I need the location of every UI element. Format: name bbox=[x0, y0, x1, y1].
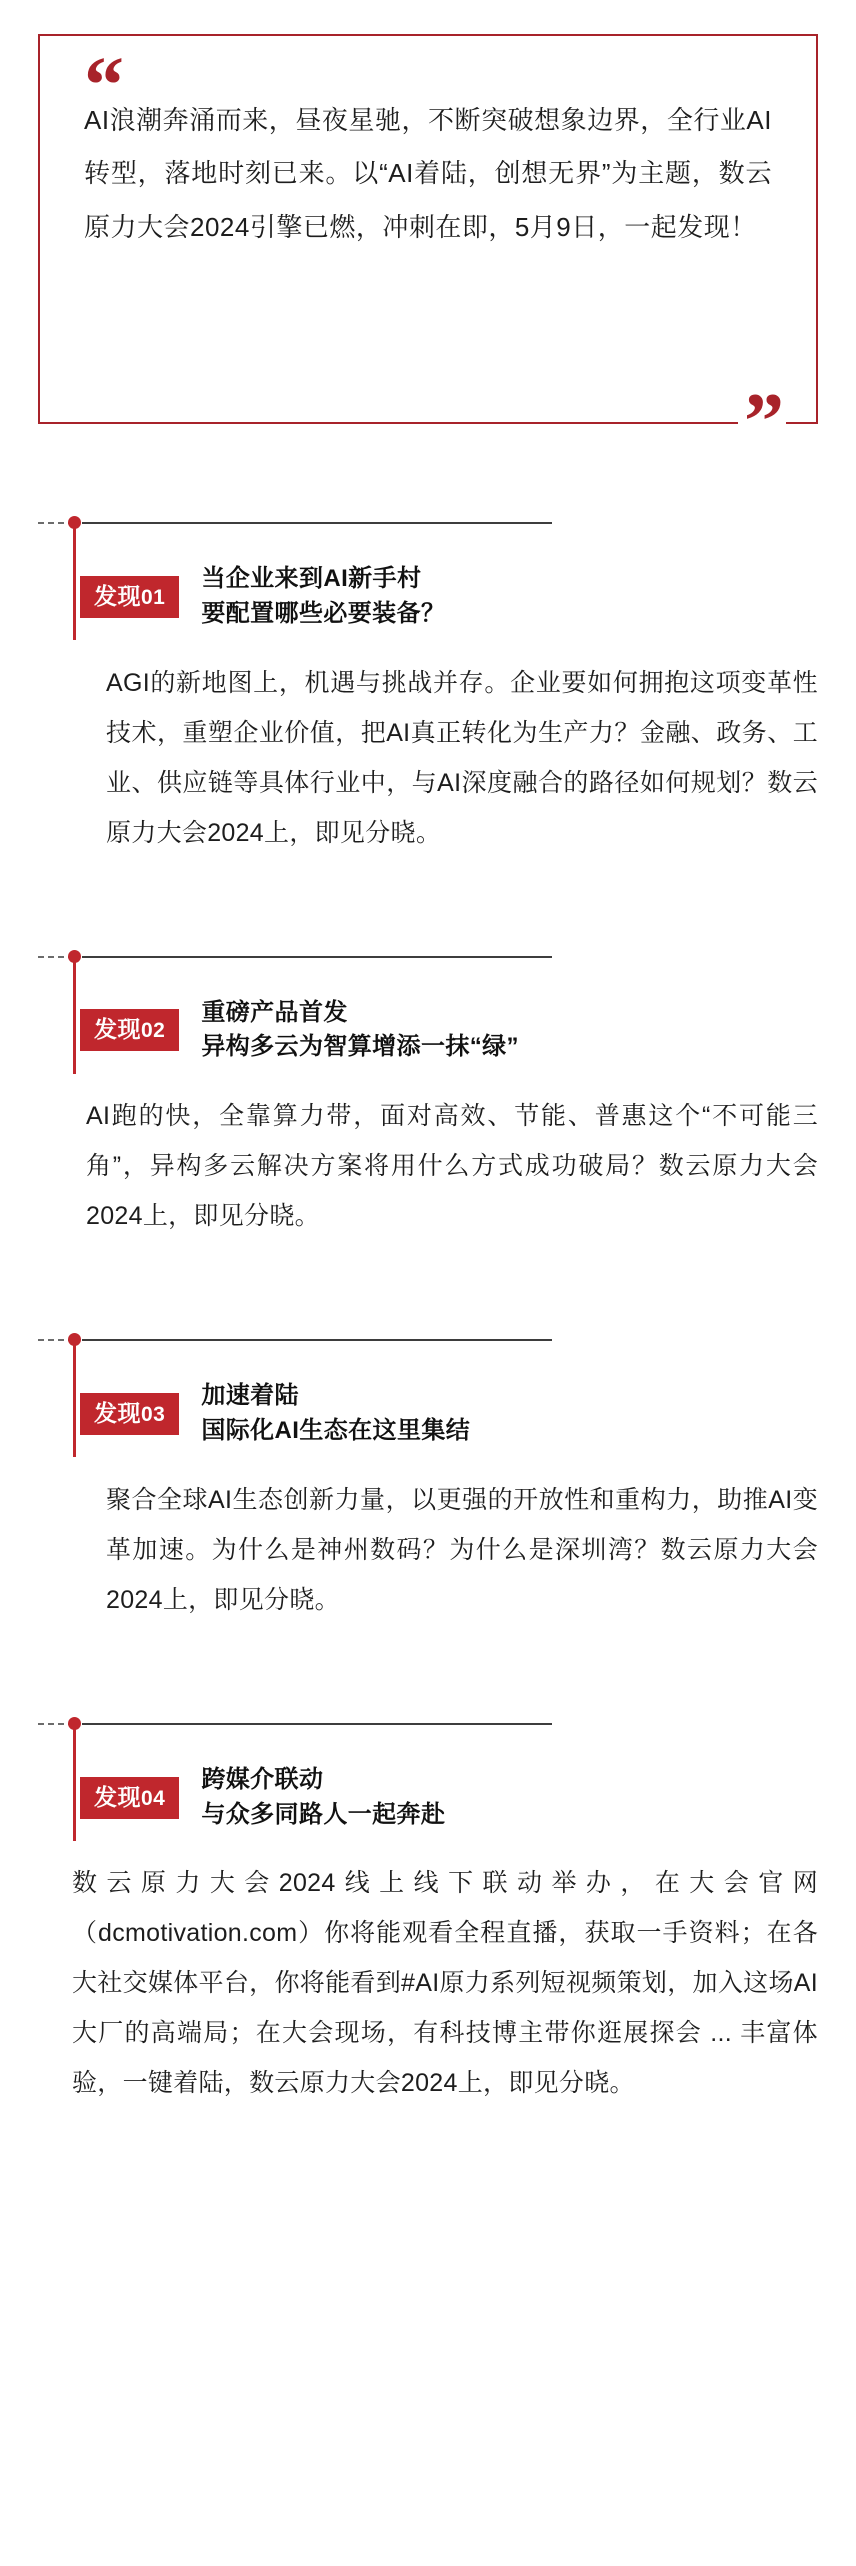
section-titles bbox=[201, 996, 519, 1066]
section-body: 数云原力大会2024线上线下联动举办，在大会官网（dcmotivation.com）你将能观看全程直播，获取一手资料；在各大社交媒体平台，你将能看到#AI原力系列短视频策划，加入这场AI大厂的高端局；在大会现场，有科技博主带你逛展探会 ... 丰富体验，一键着陆，数云原力大会2024上，即见分晓。 bbox=[72, 1869, 818, 2098]
badge-label: 发现 bbox=[94, 1783, 141, 1810]
section-discovery-02 bbox=[38, 950, 818, 1242]
quote-close-icon: ” bbox=[738, 386, 786, 458]
section-titles bbox=[201, 1763, 445, 1833]
badge-label: 发现 bbox=[94, 582, 141, 609]
status-badge bbox=[80, 1777, 179, 1819]
section-title-line2: 要配置哪些必要装备？ bbox=[201, 599, 446, 627]
section-header bbox=[80, 950, 818, 1066]
horizontal-rule bbox=[82, 522, 552, 524]
section-title-line1: 当企业来到AI新手村 bbox=[201, 565, 422, 592]
vertical-rule bbox=[73, 1729, 76, 1841]
horizontal-rule bbox=[82, 1723, 552, 1725]
section-titles bbox=[201, 1379, 470, 1449]
badge-number: 02 bbox=[141, 1019, 166, 1043]
horizontal-rule bbox=[82, 1339, 552, 1341]
section-titles bbox=[201, 562, 445, 632]
section-body: AGI的新地图上，机遇与挑战并存。企业要如何拥抱这项变革性技术，重塑企业价值，把AI真正转化为生产力？金融、政务、工业、供应链等具体行业中，与AI深度融合的路径如何规划？数云原力大会2024上，即见分晓。 bbox=[106, 668, 818, 847]
section-discovery-04 bbox=[38, 1717, 818, 2109]
badge-label: 发现 bbox=[94, 1016, 141, 1043]
section-header bbox=[80, 516, 818, 632]
section-title-line1: 加速着陆 bbox=[201, 1382, 299, 1410]
quote-open-icon: “ bbox=[84, 42, 120, 130]
section-header bbox=[80, 1333, 818, 1449]
status-badge bbox=[80, 1009, 179, 1051]
article-page bbox=[0, 34, 856, 2526]
section-title-line2: 国际化AI生态在这里集结 bbox=[201, 1416, 471, 1444]
section-title-line2: 异构多云为智算增添一抹“绿” bbox=[201, 1033, 519, 1061]
status-badge bbox=[80, 576, 179, 618]
section-body: 聚合全球AI生态创新力量，以更强的开放性和重构力，助推AI变革加速。为什么是神州数码？为什么是深圳湾？数云原力大会2024上，即见分晓。 bbox=[106, 1485, 818, 1614]
quote-text: AI浪潮奔涌而来，昼夜星驰，不断突破想象边界，全行业AI转型，落地时刻已来。以“AI着陆，创想无界”为主题，数云原力大会2024引擎已燃，冲刺在即，5月9日，一起发现！ bbox=[84, 105, 772, 242]
section-body: AI跑的快，全靠算力带，面对高效、节能、普惠这个“不可能三角”，异构多云解决方案将用什么方式成功破局？数云原力大会2024上，即见分晓。 bbox=[86, 1102, 818, 1231]
badge-label: 发现 bbox=[94, 1399, 141, 1426]
section-title-line2: 与众多同路人一起奔赴 bbox=[201, 1800, 446, 1828]
vertical-rule bbox=[73, 528, 76, 640]
section-header bbox=[80, 1717, 818, 1833]
vertical-rule bbox=[73, 1345, 76, 1457]
badge-number: 03 bbox=[141, 1402, 166, 1426]
horizontal-rule bbox=[82, 956, 552, 958]
section-discovery-01 bbox=[38, 516, 818, 858]
vertical-rule bbox=[73, 962, 76, 1074]
quote-card bbox=[38, 34, 818, 466]
badge-number: 04 bbox=[141, 1786, 166, 1810]
badge-number: 01 bbox=[141, 585, 166, 609]
section-title-line1: 重磅产品首发 bbox=[201, 998, 348, 1026]
section-discovery-03 bbox=[38, 1333, 818, 1625]
section-title-line1: 跨媒介联动 bbox=[201, 1765, 324, 1793]
status-badge bbox=[80, 1393, 179, 1435]
